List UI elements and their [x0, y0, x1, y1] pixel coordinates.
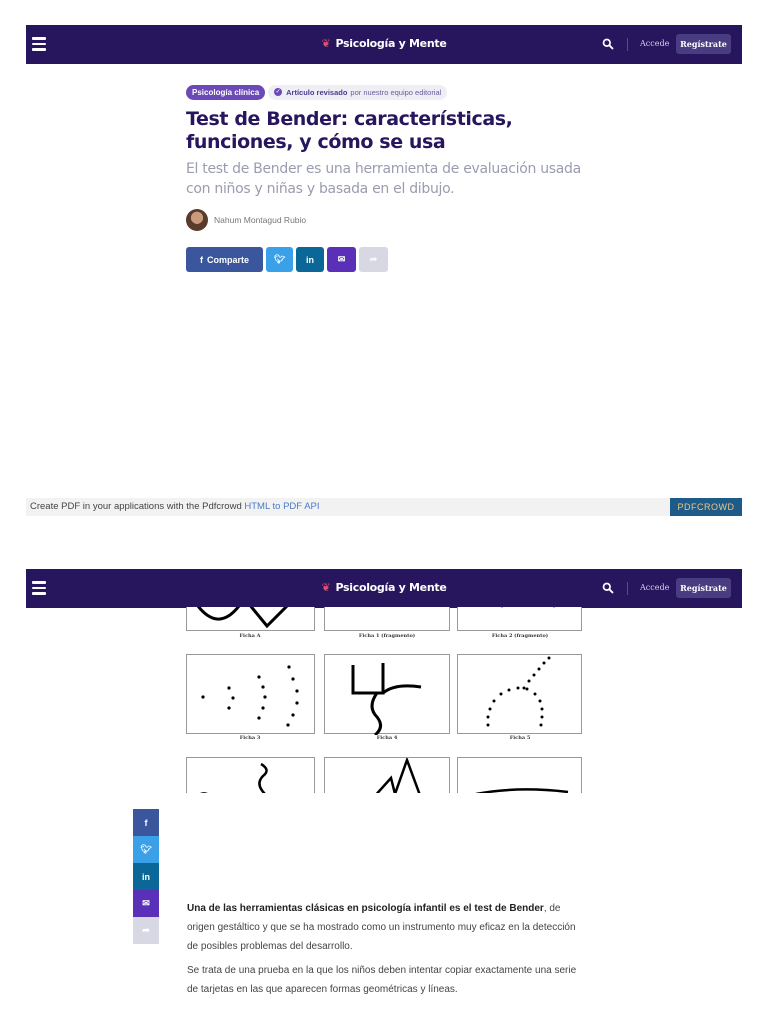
nav-divider	[627, 38, 628, 51]
facebook-share-button[interactable]	[133, 809, 159, 836]
facebook-icon: f	[144, 817, 148, 828]
pdfcrowd-text: Create PDF in your applications with the Pdfcrowd	[30, 501, 242, 512]
reviewed-label: Artículo revisado	[286, 87, 348, 97]
more-share-button[interactable]	[359, 247, 388, 272]
register-button[interactable]: Regístrate	[676, 34, 731, 54]
card-4	[324, 654, 450, 734]
pdfcrowd-link[interactable]: HTML to PDF API	[244, 501, 320, 512]
avatar[interactable]	[186, 209, 208, 231]
sticky-navbar	[26, 569, 742, 608]
email-share-button[interactable]	[327, 247, 356, 272]
bender-cards-figure	[186, 607, 584, 793]
email-share-button[interactable]	[133, 890, 159, 917]
paragraph-2: Se trata de una prueba en la que los niños deben intentar copiar exactamente una serie de tarjetas en las que aparecen formas geométricas y líneas.	[187, 965, 577, 995]
linkedin-icon: in	[142, 871, 150, 882]
linkedin-share-button[interactable]	[133, 863, 159, 890]
twitter-share-button[interactable]	[266, 247, 293, 272]
login-link[interactable]: Accede	[640, 583, 670, 592]
card-8	[457, 757, 582, 793]
card-2	[457, 607, 582, 631]
email-icon: ✉	[142, 898, 150, 908]
facebook-share-button[interactable]	[186, 247, 263, 272]
check-icon: ✓	[275, 89, 281, 95]
tag-row	[186, 84, 586, 100]
caption-2: Ficha 2 (fragmento)	[491, 633, 549, 639]
login-link[interactable]: Accede	[640, 39, 670, 48]
pdfcrowd-badge[interactable]: PDFCROWD	[670, 498, 742, 516]
share-icon: ➦	[142, 925, 150, 935]
site-logo[interactable]	[26, 37, 742, 50]
card-7	[324, 757, 450, 793]
card-6	[186, 757, 315, 793]
more-share-button[interactable]	[133, 917, 159, 944]
reviewed-badge[interactable]	[268, 85, 447, 100]
caption-a: Ficha A	[239, 633, 261, 639]
brain-logo-icon: ❦	[321, 581, 331, 594]
search-icon[interactable]	[602, 38, 614, 50]
top-navbar	[26, 25, 742, 64]
reviewed-note: por nuestro equipo editorial	[350, 87, 442, 97]
card-5	[457, 654, 582, 734]
category-badge[interactable]: Psicología clínica	[186, 85, 265, 100]
share-icon: ➦	[369, 254, 378, 264]
card-1	[324, 607, 450, 631]
share-buttons	[186, 247, 586, 272]
pdfcrowd-footer	[26, 498, 742, 516]
facebook-icon: f	[199, 254, 203, 265]
author-row[interactable]	[186, 209, 586, 231]
brand-name: Psicología y Mente	[335, 37, 447, 50]
caption-3: Ficha 3	[239, 735, 261, 741]
vertical-share-bar	[133, 809, 159, 944]
site-logo[interactable]	[26, 581, 742, 594]
card-3	[186, 654, 315, 734]
article-title: Test de Bender: características, funciones, y cómo se usa	[186, 108, 513, 153]
brain-logo-icon: ❦	[321, 37, 331, 50]
nav-divider	[627, 582, 628, 595]
card-a	[186, 607, 315, 631]
paragraph-1-rest: , de origen gestáltico y que se ha mostrado como un instrumento muy eficaz en la detección de posibles problemas del desarrollo.	[187, 903, 576, 952]
caption-5: Ficha 5	[509, 735, 531, 741]
caption-1: Ficha 1 (fragmento)	[358, 633, 416, 639]
search-icon[interactable]	[602, 582, 614, 594]
article-subtitle: El test de Bender es una herramienta de evaluación usada con niños y niñas y basada en el dibujo.	[186, 161, 581, 197]
linkedin-share-button[interactable]	[296, 247, 324, 272]
email-icon: ✉	[337, 254, 346, 264]
linkedin-icon: in	[306, 254, 314, 265]
paragraph-1-bold: Una de las herramientas clásicas en psicología infantil es el test de Bender	[187, 903, 544, 914]
caption-4: Ficha 4	[376, 735, 398, 741]
twitter-share-button[interactable]	[133, 836, 159, 863]
twitter-icon: 🐦︎	[273, 254, 286, 264]
article-header	[186, 84, 586, 272]
author-name[interactable]: Nahum Montagud Rubio	[214, 215, 307, 225]
article-body	[187, 899, 587, 1004]
share-label: Comparte	[206, 254, 249, 265]
register-button[interactable]: Regístrate	[676, 578, 731, 598]
twitter-icon: 🐦︎	[140, 844, 152, 854]
brand-name: Psicología y Mente	[335, 581, 447, 594]
paragraph-1	[187, 899, 587, 956]
